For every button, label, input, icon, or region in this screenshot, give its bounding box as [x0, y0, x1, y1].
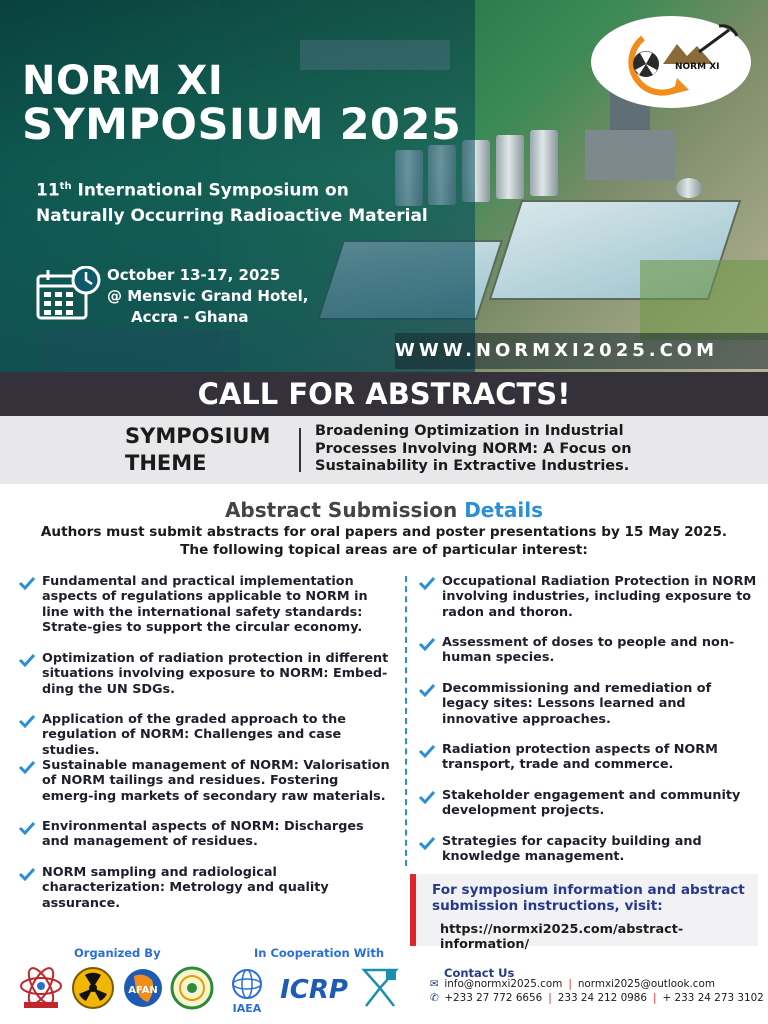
topic-text: Application of the graded approach to the regulation of NORM: Challenges and case studies.: [42, 712, 346, 758]
theme-label-line1: SYMPOSIUM: [125, 424, 271, 448]
checkmark-icon: [418, 683, 436, 697]
background-field: [640, 260, 768, 340]
separator: |: [568, 978, 572, 990]
info-callout: [410, 874, 758, 952]
theme-label: [125, 423, 270, 477]
symposium-theme-section: [0, 416, 768, 484]
norm-xi-logo-icon: [591, 16, 751, 108]
calendar-clock-icon: [36, 266, 102, 322]
list-item: [418, 574, 758, 620]
hero-title-line2: SYMPOSIUM 2025: [22, 100, 462, 150]
hero-subtitle-line1: [36, 174, 436, 204]
subtitle-rest: Naturally Occurring Radioactive Material: [36, 205, 428, 226]
contact-phones: [430, 992, 764, 1004]
list-item: [18, 574, 390, 635]
checkmark-icon: [418, 637, 436, 651]
column-divider: [405, 576, 407, 866]
call-heading: CALL FOR ABSTRACTS!: [197, 377, 571, 411]
checkmark-icon: [18, 867, 36, 881]
background-tank: [496, 135, 524, 199]
icrp-logo-text: ICRP: [280, 975, 348, 1004]
checkmark-icon: [418, 744, 436, 758]
hero-title-line1: NORM XI: [22, 58, 224, 104]
email-icon: ✉: [430, 978, 439, 990]
list-item: [18, 819, 390, 850]
topic-text: NORM sampling and radiological characterization: Metrology and quality assurance.: [42, 865, 329, 911]
checkmark-icon: [418, 790, 436, 804]
list-item: [18, 865, 390, 911]
iaea-logo: [226, 966, 268, 1014]
phone-1[interactable]: +233 27 772 6656: [444, 992, 543, 1004]
website-bar: [395, 333, 768, 369]
phone-icon: ✆: [430, 992, 439, 1004]
abstract-info-link[interactable]: https://normxi2025.com/abstract-information/: [440, 922, 684, 952]
checkmark-icon: [418, 836, 436, 850]
list-item: [18, 758, 390, 804]
topic-text: Assessment of doses to people and non-human species.: [442, 635, 735, 666]
separator: |: [653, 992, 657, 1004]
list-item: [418, 834, 758, 865]
contact-emails: [430, 978, 715, 990]
topic-text: Fundamental and practical implementation aspects of regulations applicable to NORM in line with the international safety standards: Strate-gies to support the circular economy.: [42, 574, 368, 635]
topic-text: Strategies for capacity building and knowledge management.: [442, 834, 702, 865]
background-tank: [676, 178, 702, 198]
event-date: October 13-17, 2025: [107, 266, 281, 284]
checkmark-icon: [18, 760, 36, 774]
event-city: Accra - Ghana: [131, 308, 249, 326]
event-venue: @ Mensvic Grand Hotel,: [107, 287, 309, 305]
organizer-logo-1: [18, 966, 64, 1010]
topic-text: Occupational Radiation Protection in NORM involving industries, including exposure to radon and thoron.: [442, 574, 757, 620]
abstract-intro: Authors must submit abstracts for oral papers and poster presentations by 15 May 2025. The following topical areas are of particular interest:: [40, 524, 728, 558]
theme-divider: [299, 428, 301, 472]
organizer-logo-2: [70, 966, 116, 1010]
abstract-title-plain: Abstract Submission: [224, 498, 465, 522]
subtitle-ordinal: 11: [36, 180, 60, 201]
cooperation-label: In Cooperation With: [254, 946, 385, 960]
afan-logo-text: AFAN: [128, 985, 158, 996]
subtitle-sup: th: [59, 181, 72, 192]
afan-logo: [122, 966, 164, 1010]
abstract-section-title: [0, 498, 768, 522]
hero-subtitle: [36, 174, 436, 229]
email-link-2[interactable]: normxi2025@outlook.com: [577, 978, 715, 990]
topic-text: Stakeholder engagement and community development projects.: [442, 788, 741, 819]
cooperation-logo-3: [360, 966, 400, 1010]
list-item: [418, 788, 758, 819]
event-details: [107, 265, 308, 328]
email-link-1[interactable]: info@normxi2025.com: [444, 978, 563, 990]
website-link[interactable]: WWW.NORMXI2025.COM: [395, 340, 719, 361]
topic-text: Radiation protection aspects of NORM transport, trade and commerce.: [442, 742, 718, 773]
background-tank: [530, 130, 558, 196]
list-item: [18, 651, 390, 697]
hero-banner: [0, 0, 768, 372]
topic-text: Decommissioning and remediation of legacy sites: Lessons learned and innovative approaches.: [442, 681, 712, 727]
separator: |: [548, 992, 552, 1004]
list-item: [418, 681, 758, 727]
call-for-abstracts-banner: [0, 372, 768, 416]
checkmark-icon: [418, 576, 436, 590]
theme-text: Broadening Optimization in Industrial Processes Involving NORM: A Focus on Sustainability in Extractive Industries.: [315, 423, 632, 474]
abstract-title-accent: Details: [464, 498, 544, 522]
topic-text: Environmental aspects of NORM: Discharges and management of residues.: [42, 819, 364, 850]
contact-title: Contact Us: [444, 966, 515, 980]
phone-3[interactable]: + 233 24 273 3102: [662, 992, 764, 1004]
checkmark-icon: [18, 576, 36, 590]
icrp-logo: [276, 972, 352, 1004]
organizer-logo-4: [170, 966, 214, 1010]
topic-text: Optimization of radiation protection in different situations involving exposure to NORM: Embed-ding the UN SDGs.: [42, 651, 389, 697]
checkmark-icon: [18, 714, 36, 728]
info-text: For symposium information and abstract submission instructions, visit:: [432, 882, 745, 914]
iaea-logo-text: IAEA: [232, 1002, 262, 1014]
organized-by-label: Organized By: [74, 946, 161, 960]
checkmark-icon: [18, 821, 36, 835]
subtitle-line1-rest: International Symposium on: [71, 180, 349, 201]
list-item: [418, 742, 758, 773]
checkmark-icon: [18, 653, 36, 667]
phone-2[interactable]: 233 24 212 0986: [557, 992, 648, 1004]
topic-text: Sustainable management of NORM: Valorisation of NORM tailings and residues. Fostering emerg-ing markets of secondary raw materials.: [42, 758, 390, 804]
list-item: [418, 635, 758, 666]
norm-xi-logo: [591, 16, 751, 108]
norm-xi-logo-text: NORM XI: [675, 62, 720, 72]
list-item: [18, 712, 390, 758]
theme-label-line2: THEME: [125, 451, 207, 475]
background-building: [585, 130, 675, 180]
